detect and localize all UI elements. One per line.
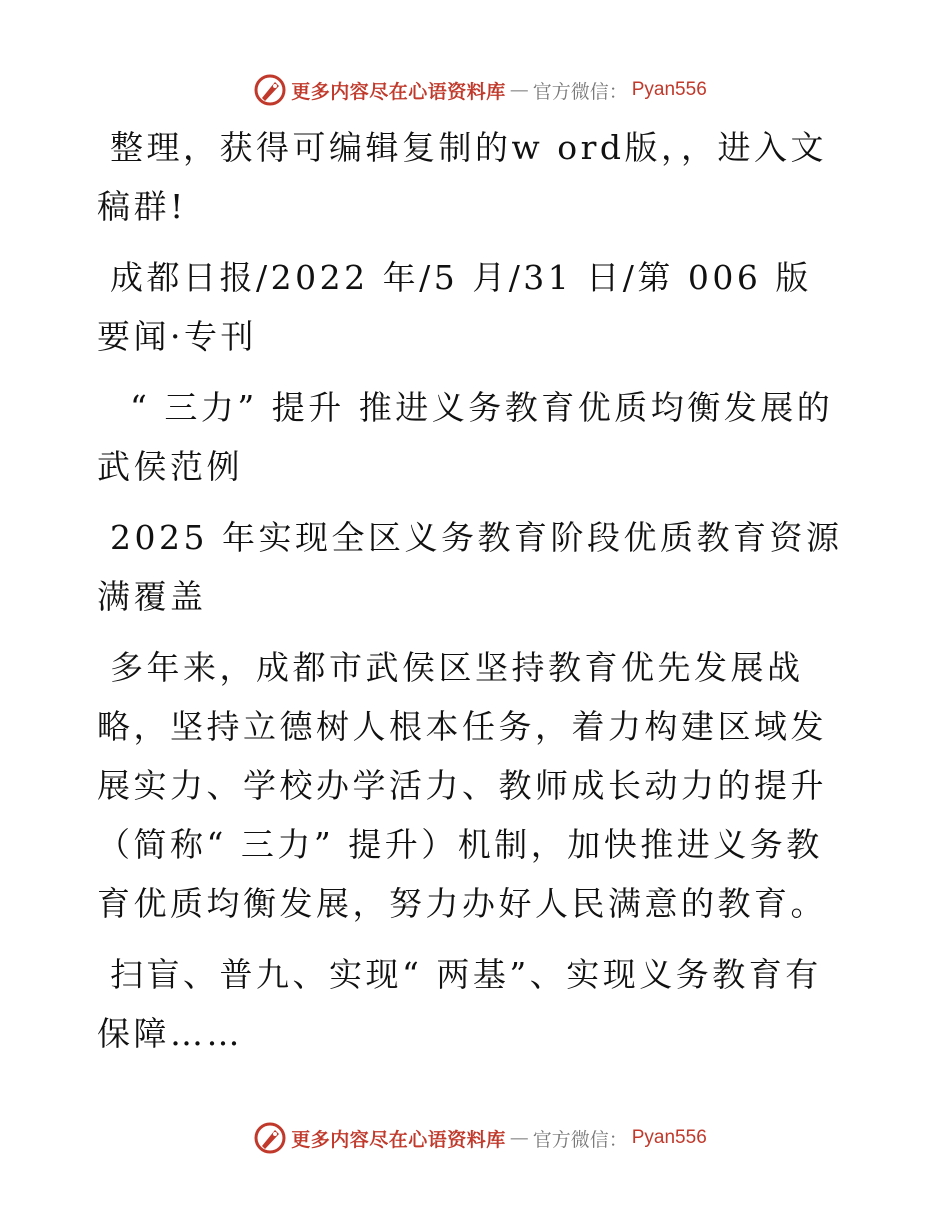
- header-banner-dash: —: [509, 79, 529, 101]
- footer-banner-dash: —: [509, 1127, 529, 1149]
- header-banner: [0, 70, 950, 110]
- paragraph-body-1: 多年来，成都市武侯区坚持教育优先发展战略，坚持立德树人根本任务，着力构建区域发展实力、学校办学活力、教师成长动力的提升（简称“ 三力” 提升）机制，加快推进义务教育优质均衡发展，努力办好人民满意的教育。: [97, 648, 827, 923]
- footer-banner: [0, 1118, 950, 1158]
- header-banner-text: 更多内容尽在心语资料库: [291, 80, 506, 103]
- pen-nib-logo-icon: [253, 73, 287, 107]
- article-subtitle: 2025 年实现全区义务教育阶段优质教育资源满覆盖: [97, 518, 843, 616]
- footer-wechat-label: 官方微信：: [532, 1128, 628, 1151]
- footer-wechat-id: Pyan556: [631, 1127, 707, 1148]
- paragraph-body-2: 扫盲、普九、实现“ 两基”、实现义务教育有保障……: [97, 955, 822, 1053]
- document-body: [97, 118, 847, 1075]
- header-wechat-label: 官方微信：: [532, 80, 628, 103]
- footer-banner-text: 更多内容尽在心语资料库: [291, 1128, 506, 1151]
- paragraph-intro: 整理，获得可编辑复制的w ord版，，进入文稿群!: [97, 128, 828, 226]
- article-title: “ 三力” 提升 推进义务教育优质均衡发展的武侯范例: [97, 388, 834, 486]
- footer-banner-inner: [253, 1121, 707, 1155]
- pen-nib-logo-icon: [253, 1121, 287, 1155]
- paragraph-source: 成都日报/2022 年/5 月/31 日/第 006 版要闻·专刊: [97, 258, 812, 356]
- header-wechat-id: Pyan556: [631, 79, 707, 100]
- header-banner-inner: [253, 73, 707, 107]
